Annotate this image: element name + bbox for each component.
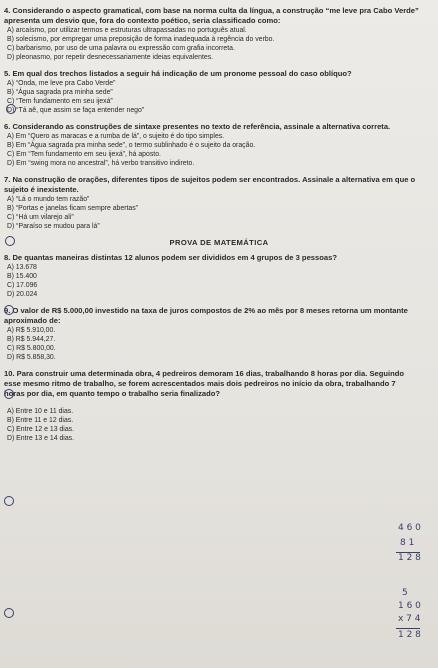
option-a[interactable]: A) Em “Quero as maracas e a rumba de lá”, o sujeito é do tipo simples. [7, 133, 225, 140]
handwritten-note: 1 2 8 [398, 553, 421, 563]
question-9 [4, 306, 434, 362]
option-d[interactable]: D) Em “swing mora no ancestral”, há verbo transitivo indireto. [7, 160, 195, 167]
question-10 [4, 369, 434, 443]
handwritten-line [396, 628, 420, 629]
option-d[interactable]: D) R$ 5.858,30. [7, 354, 56, 361]
answer-mark [4, 608, 14, 618]
answer-mark [4, 305, 14, 315]
section-title: PROVA DE MATEMÁTICA [169, 238, 269, 247]
question-stem: 7. Na construção de orações, diferentes tipos de sujeitos podem ser encontrados. Assinale a alternativa em que o sujeito é inexistente. [4, 175, 416, 194]
option-b[interactable]: B) 15.400 [7, 273, 37, 280]
question-stem: 8. De quantas maneiras distintas 12 alunos podem ser divididos em 4 grupos de 3 pessoas? [4, 253, 337, 262]
question-7 [4, 175, 434, 231]
question-stem: 6. Considerando as construções de sintaxe presentes no texto de referência, assinale a alternativa correta. [4, 122, 391, 131]
handwritten-note: 1 6 0 [398, 601, 421, 611]
question-4 [4, 6, 434, 62]
question-stem: 9. O valor de R$ 5.000,00 investido na taxa de juros compostos de 2% ao mês por 8 meses retorna um montante aproximado de: [4, 306, 408, 325]
option-d[interactable]: D) “Tá aê, que assim se faça entender nego” [7, 107, 145, 114]
question-stem: 5. Em qual dos trechos listados a seguir há indicação de um pronome pessoal do caso oblíquo? [4, 69, 352, 78]
question-8 [4, 253, 434, 299]
option-c[interactable]: C) “Tem fundamento em seu ijexá” [7, 98, 113, 105]
answer-mark [6, 104, 16, 114]
option-b[interactable]: B) “Água sagrada pra minha sede” [7, 89, 113, 96]
option-a[interactable]: A) 13.678 [7, 264, 37, 271]
handwritten-note: 4 6 0 [398, 523, 421, 533]
answer-mark [5, 236, 15, 246]
answer-mark [4, 496, 14, 506]
option-a[interactable]: A) R$ 5.910,00. [7, 327, 56, 334]
option-a[interactable]: A) “Onda, me leve pra Cabo Verde” [7, 80, 116, 87]
option-c[interactable]: C) Entre 12 e 13 dias. [7, 426, 75, 433]
question-stem: 4. Considerando o aspecto gramatical, com base na norma culta da língua, a construção “me leve pra Cabo Verde” apresenta um desvio que, fora do contexto poético, seria classificado como: [4, 6, 419, 25]
option-d[interactable]: D) “Paraíso se mudou para lá” [7, 223, 100, 230]
option-c[interactable]: C) barbarismo, por uso de uma palavra ou expressão com grafia incorreta. [7, 45, 235, 52]
option-a[interactable]: A) Entre 10 e 11 dias. [7, 408, 74, 415]
option-c[interactable]: C) “Há um vilarejo ali” [7, 214, 74, 221]
option-c[interactable]: C) Em “Tem fundamento em seu ijexá”, há aposto. [7, 151, 161, 158]
question-stem: 10. Para construir uma determinada obra, 4 pedreiros demoram 16 dias, trabalhando 8 horas por dia. Seguindo esse mesmo ritmo de trabalho, se forem acrescentados mais dois pedreiros no início da obra, trabalhando 7 horas por dia, em quanto tempo o trabalho seria finalizado? [4, 369, 405, 398]
option-a[interactable]: A) arcaísmo, por utilizar termos e estruturas ultrapassadas no português atual. [7, 27, 247, 34]
option-d[interactable]: D) pleonasmo, por repetir desnecessariamente ideias equivalentes. [7, 54, 214, 61]
question-6 [4, 122, 434, 168]
option-d[interactable]: D) Entre 13 e 14 dias. [7, 435, 75, 442]
option-b[interactable]: B) R$ 5.944,27. [7, 336, 56, 343]
handwritten-note: 8 1 [400, 538, 415, 548]
option-a[interactable]: A) “Lá o mundo tem razão” [7, 196, 90, 203]
option-c[interactable]: C) 17.096 [7, 282, 38, 289]
option-b[interactable]: B) solecismo, por empregar uma preposição de forma inadequada à regência do verbo. [7, 36, 275, 43]
option-d[interactable]: D) 20.024 [7, 291, 38, 298]
option-b[interactable]: B) “Portas e janelas ficam sempre abertas” [7, 205, 138, 212]
option-c[interactable]: C) R$ 5.800,00. [7, 345, 56, 352]
handwritten-note: 1 2 8 [398, 630, 421, 640]
handwritten-note: 5 [402, 588, 408, 598]
question-5 [4, 69, 434, 115]
answer-mark [4, 389, 14, 399]
handwritten-note: x 7 4 [398, 614, 421, 624]
option-b[interactable]: B) Em “Água sagrada pra minha sede”, o termo sublinhado é o sujeito da oração. [7, 142, 256, 149]
option-b[interactable]: B) Entre 11 e 12 dias. [7, 417, 74, 424]
